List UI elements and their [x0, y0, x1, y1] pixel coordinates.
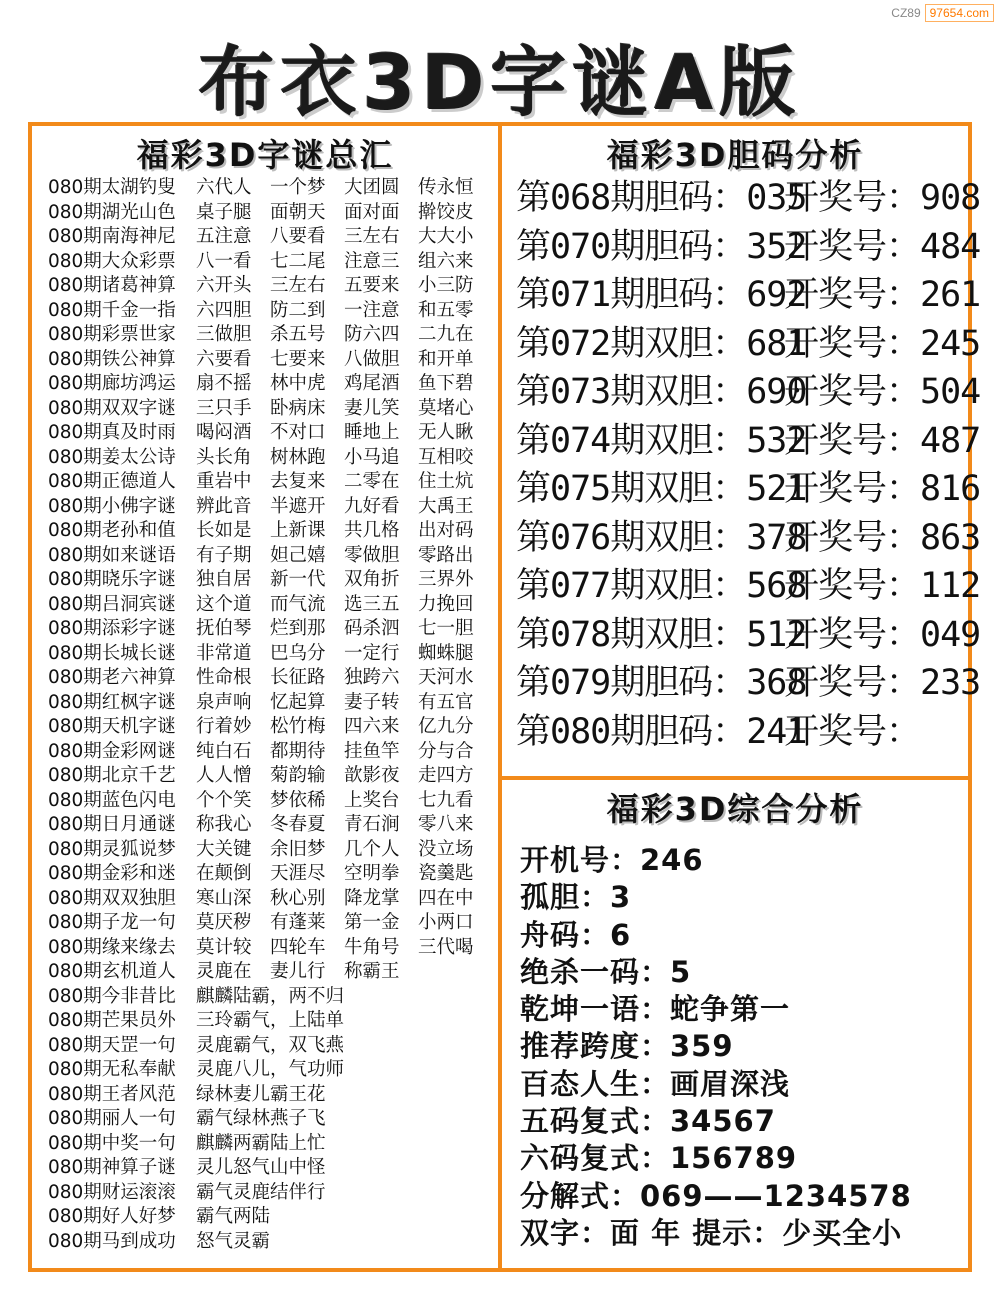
riddle-phrase: 蜘蛛腿 [418, 642, 474, 664]
riddle-phrase: 怒气灵霸 [196, 1230, 271, 1252]
dan-row [516, 174, 980, 223]
riddle-phrase: 三玲霸气，上陆单 [196, 1010, 345, 1031]
riddle-phrase: 二零在 [344, 471, 400, 492]
riddle-phrase: 天涯尽 [270, 863, 326, 884]
summary-panel-title: 福彩3D综合分析 [606, 790, 864, 828]
riddle-phrase: 半遮开 [270, 495, 326, 517]
riddle-phrase: 四在中 [418, 887, 474, 909]
riddle-source: 080期诸葛神算 [48, 275, 176, 296]
riddle-phrase: 六开头 [196, 275, 252, 296]
riddle-list [48, 176, 494, 1254]
riddle-phrase: 防二到 [270, 299, 326, 321]
riddle-row [48, 446, 494, 471]
riddle-row [48, 911, 494, 936]
riddle-row [48, 1132, 494, 1157]
riddle-phrase: 称霸王 [344, 961, 400, 982]
riddle-row [48, 691, 494, 716]
riddle-phrase: 四轮车 [270, 936, 326, 958]
summary-row: 孤胆：3 [520, 880, 632, 915]
riddle-phrase: 个个笑 [196, 789, 252, 811]
riddle-source: 080期姜太公诗 [48, 446, 176, 468]
riddle-phrase: 挂鱼竿 [344, 740, 400, 762]
riddle-phrase: 麒麟两霸陆上忙 [196, 1132, 326, 1154]
riddle-source: 080期太湖钓叟 [48, 177, 176, 198]
draw-number: 开奖号：863 [784, 517, 981, 558]
riddle-phrase: 睡地上 [344, 422, 400, 443]
riddle-phrase: 八要看 [270, 226, 326, 247]
riddle-source: 080期财运滚滚 [48, 1181, 176, 1203]
riddle-phrase: 传永恒 [418, 177, 474, 198]
riddle-phrase: 上奖台 [344, 789, 400, 811]
riddle-phrase: 绿林妻儿霸王花 [196, 1083, 326, 1105]
draw-number: 开奖号：245 [784, 323, 981, 364]
dan-code: 第073期双胆：690 [516, 372, 807, 412]
page-title: 布衣3D字谜A版 [198, 38, 802, 127]
riddle-summary-panel [28, 122, 502, 1272]
riddle-row [48, 1181, 494, 1206]
riddle-source: 080期长城长谜 [48, 642, 176, 664]
riddle-phrase: 鸡尾酒 [344, 373, 400, 394]
riddle-row [48, 1034, 494, 1059]
riddle-row [48, 568, 494, 593]
dan-code: 第077期双胆：568 [516, 566, 807, 606]
riddle-phrase: 八一看 [196, 250, 252, 272]
riddle-source: 080期正德道人 [48, 471, 176, 492]
summary-panel [498, 776, 972, 1272]
riddle-phrase: 行着妙 [196, 716, 252, 737]
riddle-phrase: 独自居 [196, 569, 252, 590]
riddle-phrase: 这个道 [196, 593, 252, 615]
riddle-phrase [418, 960, 494, 985]
riddle-source: 080期王者风范 [48, 1083, 176, 1105]
riddle-phrase: 扇不摇 [196, 373, 252, 394]
riddle-phrase: 三界外 [418, 569, 474, 590]
riddle-phrase: 辨此音 [196, 495, 252, 517]
riddle-phrase: 冬春夏 [270, 814, 326, 835]
riddle-phrase: 码杀泗 [344, 618, 400, 639]
riddle-source: 080期北京千艺 [48, 765, 176, 786]
dan-row [516, 562, 980, 611]
riddle-phrase: 卧病床 [270, 397, 326, 419]
riddle-row [48, 519, 494, 544]
riddle-source: 080期如来谜语 [48, 544, 176, 566]
draw-number: 开奖号：112 [784, 566, 981, 606]
riddle-phrase: 松竹梅 [270, 716, 326, 737]
riddle-row [48, 985, 494, 1010]
riddle-phrase: 青石涧 [344, 814, 400, 835]
riddle-phrase: 桌子腿 [196, 201, 252, 223]
summary-row: 六码复式：156789 [520, 1141, 798, 1176]
riddle-row [48, 1156, 494, 1181]
riddle-phrase: 互相咬 [418, 446, 474, 468]
riddle-source: 080期双双独胆 [48, 887, 176, 909]
riddle-phrase: 长征路 [270, 667, 326, 688]
riddle-phrase: 和开单 [418, 348, 474, 370]
riddle-phrase: 七要来 [270, 348, 326, 370]
riddle-source: 080期蓝色闪电 [48, 789, 176, 811]
draw-number: 开奖号：816 [784, 469, 981, 509]
riddle-phrase: 霸气绿林燕子飞 [196, 1108, 326, 1129]
riddle-source: 080期红枫字谜 [48, 691, 176, 713]
riddle-phrase: 霸气灵鹿结伴行 [196, 1181, 326, 1203]
draw-number: 开奖号：233 [784, 663, 981, 703]
riddle-phrase: 防六四 [344, 324, 400, 345]
riddle-row [48, 862, 494, 887]
riddle-source: 080期金彩网谜 [48, 740, 176, 762]
draw-number: 开奖号： [784, 711, 921, 752]
riddle-phrase: 巴乌分 [270, 642, 326, 664]
draw-number: 开奖号：484 [784, 226, 981, 267]
dan-row [516, 368, 980, 417]
riddle-phrase: 面对面 [344, 201, 400, 223]
summary-row: 舟码：6 [520, 917, 632, 952]
riddle-row [48, 936, 494, 961]
riddle-phrase: 抚伯琴 [196, 618, 252, 639]
riddle-phrase: 有子期 [196, 544, 252, 566]
riddle-phrase: 零做胆 [344, 544, 400, 566]
riddle-phrase: 树林跑 [270, 446, 326, 468]
riddle-source: 080期小佛字谜 [48, 495, 176, 517]
summary-list [520, 842, 912, 1252]
riddle-phrase: 性命根 [196, 667, 252, 688]
riddle-phrase: 组六来 [418, 250, 474, 272]
riddle-source: 080期吕洞宾谜 [48, 593, 176, 615]
riddle-row [48, 323, 494, 348]
riddle-phrase: 灵鹿八儿，气功师 [196, 1059, 345, 1080]
riddle-source: 080期玄机道人 [48, 961, 176, 982]
riddle-source: 080期添彩字谜 [48, 618, 176, 639]
riddle-phrase: 六四胆 [196, 299, 252, 321]
dan-code-panel [498, 122, 981, 780]
riddle-phrase: 妻子转 [344, 691, 400, 713]
summary-row: 五码复式：34567 [520, 1104, 776, 1139]
riddle-phrase: 五注意 [196, 226, 252, 247]
riddle-phrase: 三只手 [196, 397, 252, 419]
riddle-row [48, 299, 494, 324]
riddle-phrase: 擀饺皮 [418, 201, 474, 223]
riddle-source: 080期双双字谜 [48, 397, 176, 419]
riddle-phrase: 而气流 [270, 593, 326, 615]
riddle-row [48, 740, 494, 765]
riddle-phrase: 出对码 [418, 520, 474, 541]
dan-code: 第080期胆码：241 [516, 711, 807, 752]
riddle-source: 080期大众彩票 [48, 250, 176, 272]
riddle-phrase: 鱼下碧 [418, 373, 474, 394]
riddle-phrase: 妻儿行 [270, 961, 326, 982]
dan-list [516, 174, 980, 756]
riddle-phrase: 注意三 [344, 250, 400, 272]
riddle-phrase: 霸气两陆 [196, 1206, 271, 1227]
riddle-phrase: 不对口 [270, 422, 326, 443]
riddle-phrase: 空明拳 [344, 863, 400, 884]
riddle-phrase: 一个梦 [270, 177, 326, 198]
riddle-source: 080期千金一指 [48, 299, 176, 321]
riddle-phrase: 有五官 [418, 691, 474, 713]
riddle-row [48, 887, 494, 912]
dan-row [516, 465, 980, 514]
riddle-source: 080期天罡一句 [48, 1034, 176, 1056]
riddle-phrase: 大大小 [418, 226, 474, 247]
riddle-phrase: 双角折 [344, 569, 400, 590]
riddle-row [48, 960, 494, 985]
riddle-row [48, 642, 494, 667]
riddle-phrase: 小两口 [418, 912, 474, 933]
draw-number: 开奖号：908 [784, 178, 981, 218]
riddle-phrase: 喝闷酒 [196, 422, 252, 443]
riddle-phrase: 七一胆 [418, 618, 474, 639]
riddle-phrase: 灵鹿霸气，双飞燕 [196, 1034, 345, 1056]
riddle-row [48, 715, 494, 740]
riddle-phrase: 力挽回 [418, 593, 474, 615]
riddle-phrase: 八做胆 [344, 348, 400, 370]
riddle-phrase: 几个人 [344, 838, 400, 860]
riddle-source: 080期缘来缘去 [48, 936, 176, 958]
dan-code: 第075期双胆：521 [516, 469, 807, 509]
riddle-phrase: 大团圆 [344, 177, 400, 198]
riddle-row [48, 593, 494, 618]
riddle-source: 080期今非昔比 [48, 985, 176, 1007]
riddle-source: 080期中奖一句 [48, 1132, 176, 1154]
riddle-phrase: 大禹王 [418, 495, 474, 517]
summary-row: 乾坤一语：蛇争第一 [520, 992, 791, 1027]
riddle-phrase: 共几格 [344, 520, 400, 541]
riddle-phrase: 杀五号 [270, 324, 326, 345]
riddle-phrase: 纯白石 [196, 740, 252, 762]
summary-row: 分解式：069——1234578 [520, 1178, 912, 1213]
riddle-row [48, 495, 494, 520]
riddle-phrase: 莫厌秽 [196, 912, 252, 933]
dan-code: 第068期胆码：035 [516, 178, 807, 218]
riddle-source: 080期彩票世家 [48, 324, 176, 345]
dan-row [516, 659, 980, 708]
riddle-row [48, 225, 494, 250]
riddle-phrase: 大关键 [196, 838, 252, 860]
riddle-phrase: 六要看 [196, 348, 252, 370]
riddle-row [48, 1009, 494, 1034]
riddle-source: 080期廊坊鸿运 [48, 373, 176, 394]
dan-panel-title: 福彩3D胆码分析 [606, 136, 864, 174]
riddle-phrase: 在颠倒 [196, 863, 252, 884]
riddle-phrase: 非常道 [196, 642, 252, 664]
riddle-phrase: 天河水 [418, 667, 474, 688]
riddle-phrase: 第一金 [344, 912, 400, 933]
dan-code: 第071期胆码：692 [516, 275, 807, 315]
draw-number: 开奖号：261 [784, 275, 981, 315]
riddle-source: 080期真及时雨 [48, 422, 176, 443]
riddle-row [48, 250, 494, 275]
riddle-phrase: 七二尾 [270, 250, 326, 272]
riddle-phrase: 灵鹿在 [196, 961, 252, 982]
riddle-phrase: 新一代 [270, 569, 326, 590]
riddle-phrase: 住土炕 [418, 471, 474, 492]
riddle-phrase: 莫计较 [196, 936, 252, 958]
watermark-prefix: CZ89 [891, 6, 921, 20]
riddle-row [48, 470, 494, 495]
riddle-phrase: 称我心 [196, 814, 252, 835]
riddle-phrase: 歆影夜 [344, 765, 400, 786]
dan-code: 第076期双胆：378 [516, 517, 807, 558]
riddle-source: 080期马到成功 [48, 1230, 176, 1252]
riddle-row [48, 348, 494, 373]
riddle-phrase: 二九在 [418, 324, 474, 345]
riddle-source: 080期湖光山色 [48, 201, 176, 223]
riddle-source: 080期晓乐字谜 [48, 569, 176, 590]
riddle-row [48, 1058, 494, 1083]
riddle-phrase: 七九看 [418, 789, 474, 811]
riddle-row [48, 421, 494, 446]
riddle-source: 080期子龙一句 [48, 912, 176, 933]
riddle-phrase: 三左右 [270, 275, 326, 296]
riddle-phrase: 分与合 [418, 740, 474, 762]
riddle-phrase: 妲己嬉 [270, 544, 326, 566]
riddle-phrase: 麒麟陆霸，两不归 [196, 985, 345, 1007]
riddle-row [48, 813, 494, 838]
dan-row [516, 417, 980, 466]
riddle-phrase: 面朝天 [270, 201, 326, 223]
riddle-source: 080期灵狐说梦 [48, 838, 176, 860]
dan-row [516, 514, 980, 563]
riddle-phrase: 秋心别 [270, 887, 326, 909]
dan-row [516, 223, 980, 272]
riddle-row [48, 176, 494, 201]
summary-row: 绝杀一码：5 [520, 954, 692, 989]
watermark [891, 4, 994, 22]
riddle-source: 080期南海神尼 [48, 226, 176, 247]
riddle-phrase: 烂到那 [270, 618, 326, 639]
riddle-phrase: 泉声响 [196, 691, 252, 713]
riddle-phrase: 瓷羹匙 [418, 863, 474, 884]
riddle-phrase: 长如是 [196, 520, 252, 541]
riddle-phrase: 小三防 [418, 275, 474, 296]
riddle-phrase: 一定行 [344, 642, 400, 664]
riddle-phrase: 一注意 [344, 299, 400, 321]
summary-row: 开机号：246 [520, 843, 704, 877]
riddle-phrase: 三代喝 [418, 936, 474, 958]
riddle-phrase: 头长角 [196, 446, 252, 468]
riddle-phrase: 选三五 [344, 593, 400, 615]
riddle-phrase: 人人憎 [196, 765, 252, 786]
riddle-phrase: 和五零 [418, 299, 474, 321]
riddle-row [48, 838, 494, 863]
riddle-phrase: 都期待 [270, 740, 326, 762]
dan-code: 第070期胆码：352 [516, 226, 807, 267]
riddle-phrase: 林中虎 [270, 373, 326, 394]
riddle-source: 080期金彩和迷 [48, 863, 176, 884]
riddle-phrase: 降龙掌 [344, 887, 400, 909]
dan-code: 第072期双胆：681 [516, 323, 807, 364]
watermark-site: 97654.com [925, 4, 994, 22]
riddle-source: 080期芒果员外 [48, 1010, 176, 1031]
dan-code: 第079期胆码：368 [516, 663, 807, 703]
dan-code: 第074期双胆：532 [516, 420, 807, 461]
riddle-phrase: 三做胆 [196, 324, 252, 345]
riddle-source: 080期好人好梦 [48, 1206, 176, 1227]
riddle-row [48, 789, 494, 814]
riddle-row [48, 1230, 494, 1255]
riddle-row [48, 764, 494, 789]
draw-number: 开奖号：049 [784, 614, 981, 655]
draw-number: 开奖号：504 [784, 372, 981, 412]
summary-row: 双字：面 年 提示：少买全小 [520, 1215, 903, 1250]
riddle-panel-title: 福彩3D字谜总汇 [136, 136, 394, 174]
riddle-source: 080期神算子谜 [48, 1157, 176, 1178]
riddle-phrase: 余旧梦 [270, 838, 326, 860]
riddle-source: 080期天机字谜 [48, 716, 176, 737]
riddle-source: 080期铁公神算 [48, 348, 176, 370]
summary-row: 推荐跨度：359 [520, 1029, 734, 1064]
riddle-phrase: 菊韵输 [270, 765, 326, 786]
riddle-phrase: 零路出 [418, 544, 474, 566]
riddle-phrase: 四六来 [344, 716, 400, 737]
riddle-source: 080期老孙和值 [48, 520, 176, 541]
dan-code: 第078期双胆：512 [516, 614, 807, 655]
riddle-row [48, 1107, 494, 1132]
riddle-row [48, 274, 494, 299]
riddle-phrase: 去复来 [270, 471, 326, 492]
riddle-phrase: 九好看 [344, 495, 400, 517]
riddle-phrase: 妻儿笑 [344, 397, 400, 419]
riddle-source: 080期老六神算 [48, 667, 176, 688]
riddle-row [48, 372, 494, 397]
riddle-phrase: 五要来 [344, 275, 400, 296]
riddle-row [48, 617, 494, 642]
riddle-row [48, 201, 494, 226]
riddle-source: 080期无私奉献 [48, 1059, 176, 1080]
riddle-phrase: 有蓬莱 [270, 912, 326, 933]
dan-row [516, 611, 980, 660]
riddle-phrase: 小马追 [344, 446, 400, 468]
dan-row [516, 708, 980, 757]
riddle-phrase: 六代人 [196, 177, 252, 198]
riddle-phrase: 梦依稀 [270, 789, 326, 811]
riddle-phrase: 独跨六 [344, 667, 400, 688]
riddle-phrase: 莫堵心 [418, 397, 474, 419]
riddle-phrase: 忆起算 [270, 691, 326, 713]
riddle-phrase: 牛角号 [344, 936, 400, 958]
dan-row [516, 271, 980, 320]
riddle-phrase: 三左右 [344, 226, 400, 247]
draw-number: 开奖号：487 [784, 420, 981, 461]
riddle-row [48, 397, 494, 422]
riddle-phrase: 重岩中 [196, 471, 252, 492]
riddle-source: 080期日月通谜 [48, 814, 176, 835]
dan-row [516, 320, 980, 369]
riddle-row [48, 1205, 494, 1230]
riddle-phrase: 走四方 [418, 765, 474, 786]
riddle-phrase: 上新课 [270, 520, 326, 541]
riddle-row [48, 544, 494, 569]
riddle-phrase: 无人瞅 [418, 422, 474, 443]
riddle-phrase: 灵儿怒气山中怪 [196, 1157, 326, 1178]
riddle-row [48, 666, 494, 691]
riddle-phrase: 零八来 [418, 814, 474, 835]
riddle-row [48, 1083, 494, 1108]
riddle-source: 080期丽人一句 [48, 1108, 176, 1129]
riddle-phrase: 亿九分 [418, 716, 474, 737]
riddle-phrase: 寒山深 [196, 887, 252, 909]
riddle-phrase: 没立场 [418, 838, 474, 860]
summary-row: 百态人生：画眉深浅 [520, 1066, 791, 1101]
